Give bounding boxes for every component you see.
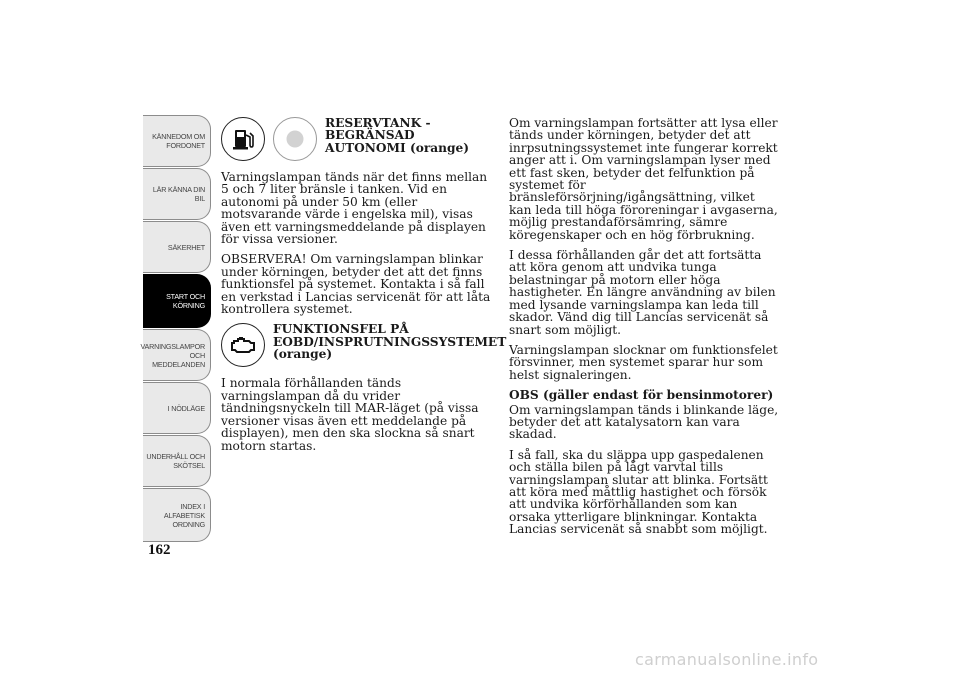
- tab-start-och-korning[interactable]: START OCH KÖRNING: [143, 274, 211, 328]
- eobd-heading: FUNKTIONSFEL PÅ EOBD/INSPRUTNINGSSYSTEMET (orange): [273, 322, 507, 362]
- tab-lar-kanna-din-bil[interactable]: LÄR KÄNNA DIN BIL: [143, 168, 211, 220]
- tab-underhall-och-skotsel[interactable]: UNDERHÅLL OCH SKÖTSEL: [143, 435, 211, 487]
- indicator-dot-icon: [273, 117, 317, 161]
- right-paragraph-4: Om varningslampan tänds i blinkande läge, betyder det att katalysatorn kan vara skadad.: [509, 402, 779, 442]
- fuel-pump-icon: [221, 117, 265, 161]
- engine-check-icon: [221, 323, 265, 367]
- right-paragraph-1: Om varningslampan fortsätter att lysa eller tänds under körningen, betyder det att inrpsutningssystemet inte fungerar korrekt anger att i. Om varningslampan lyser med ett fast sken, betyder det felfunktion på systemet för bränsleförsörjning/igångsättning, vilket kan leda till höga föroreningar i avgaserna, möjlig prestandaförsämring, sämre köregenskaper och en hög förbrukning.: [509, 116, 778, 242]
- eobd-section: [221, 322, 507, 367]
- reserve-tank-section: [221, 117, 493, 161]
- observe-text: OBSERVERA! Om varningslampan blinkar under körningen, betyder det att det finns funktionsfel på systemet. Kontakta i så fall en verkstad i Lancias servicenät för att låta kontrollera systemet.: [221, 252, 491, 317]
- tab-varningslampor-och-meddelanden[interactable]: VARNINGSLAMPOR OCH MEDDELANDEN: [143, 329, 211, 381]
- tab-sakerhet[interactable]: SÄKERHET: [143, 221, 211, 273]
- tab-i-nodlage[interactable]: I NÖDLÄGE: [143, 382, 211, 434]
- page-number: 162: [148, 542, 171, 558]
- right-paragraph-3: Varningslampan slocknar om funktionsfelet försvinner, men systemet sparar hur som helst signaleringen.: [509, 342, 778, 382]
- eobd-text: I normala förhållanden tänds varningslampan då du vrider tändningsnyckeln till MAR-läget (på vissa versioner visas även ett meddelande på displayen), men den ska slockna så snart motorn startas.: [221, 376, 479, 453]
- obs-heading: OBS (gäller endast för bensinmotorer): [509, 388, 774, 403]
- right-paragraph-2: I dessa förhållanden går det att fortsätta att köra genom att undvika tunga belastningar på motorn eller höga hastigheter. En längre användning av bilen med lysande varningslampa kan leda till skador. Vänd dig till Lancias servicenät så snart som möjligt.: [509, 248, 776, 337]
- right-paragraph-5: I så fall, ska du släppa upp gaspedalenen och ställa bilen på lågt varvtal tills varningslampan slutar att blinka. Fortsätt att köra med måttlig hastighet och försök att undvika körförhållanden som kan orsaka ytterligare blinkningar. Kontakta Lancias servicenät så snabbt som möjligt.: [509, 447, 768, 537]
- tab-kannedom-om-fordonet[interactable]: KÄNNEDOM OM FORDONET: [143, 115, 211, 167]
- left-column: [221, 116, 507, 460]
- right-column: [509, 117, 781, 544]
- tab-index-i-alfabetisk-ordning[interactable]: INDEX I ALFABETISK ORDNING: [143, 488, 211, 542]
- reserve-tank-text: Varningslampan tänds när det finns mellan 5 och 7 liter bränsle i tanken. Vid en autonomi på under 50 km (eller motsvarande värde i engelska mil), visas även ett varningsmeddelande på displayen för vissa versioner.: [221, 170, 488, 247]
- reserve-tank-heading: RESERVTANK - BEGRÄNSAD AUTONOMI (orange): [325, 116, 470, 155]
- watermark-footer: carmanualsonline.info: [635, 650, 819, 669]
